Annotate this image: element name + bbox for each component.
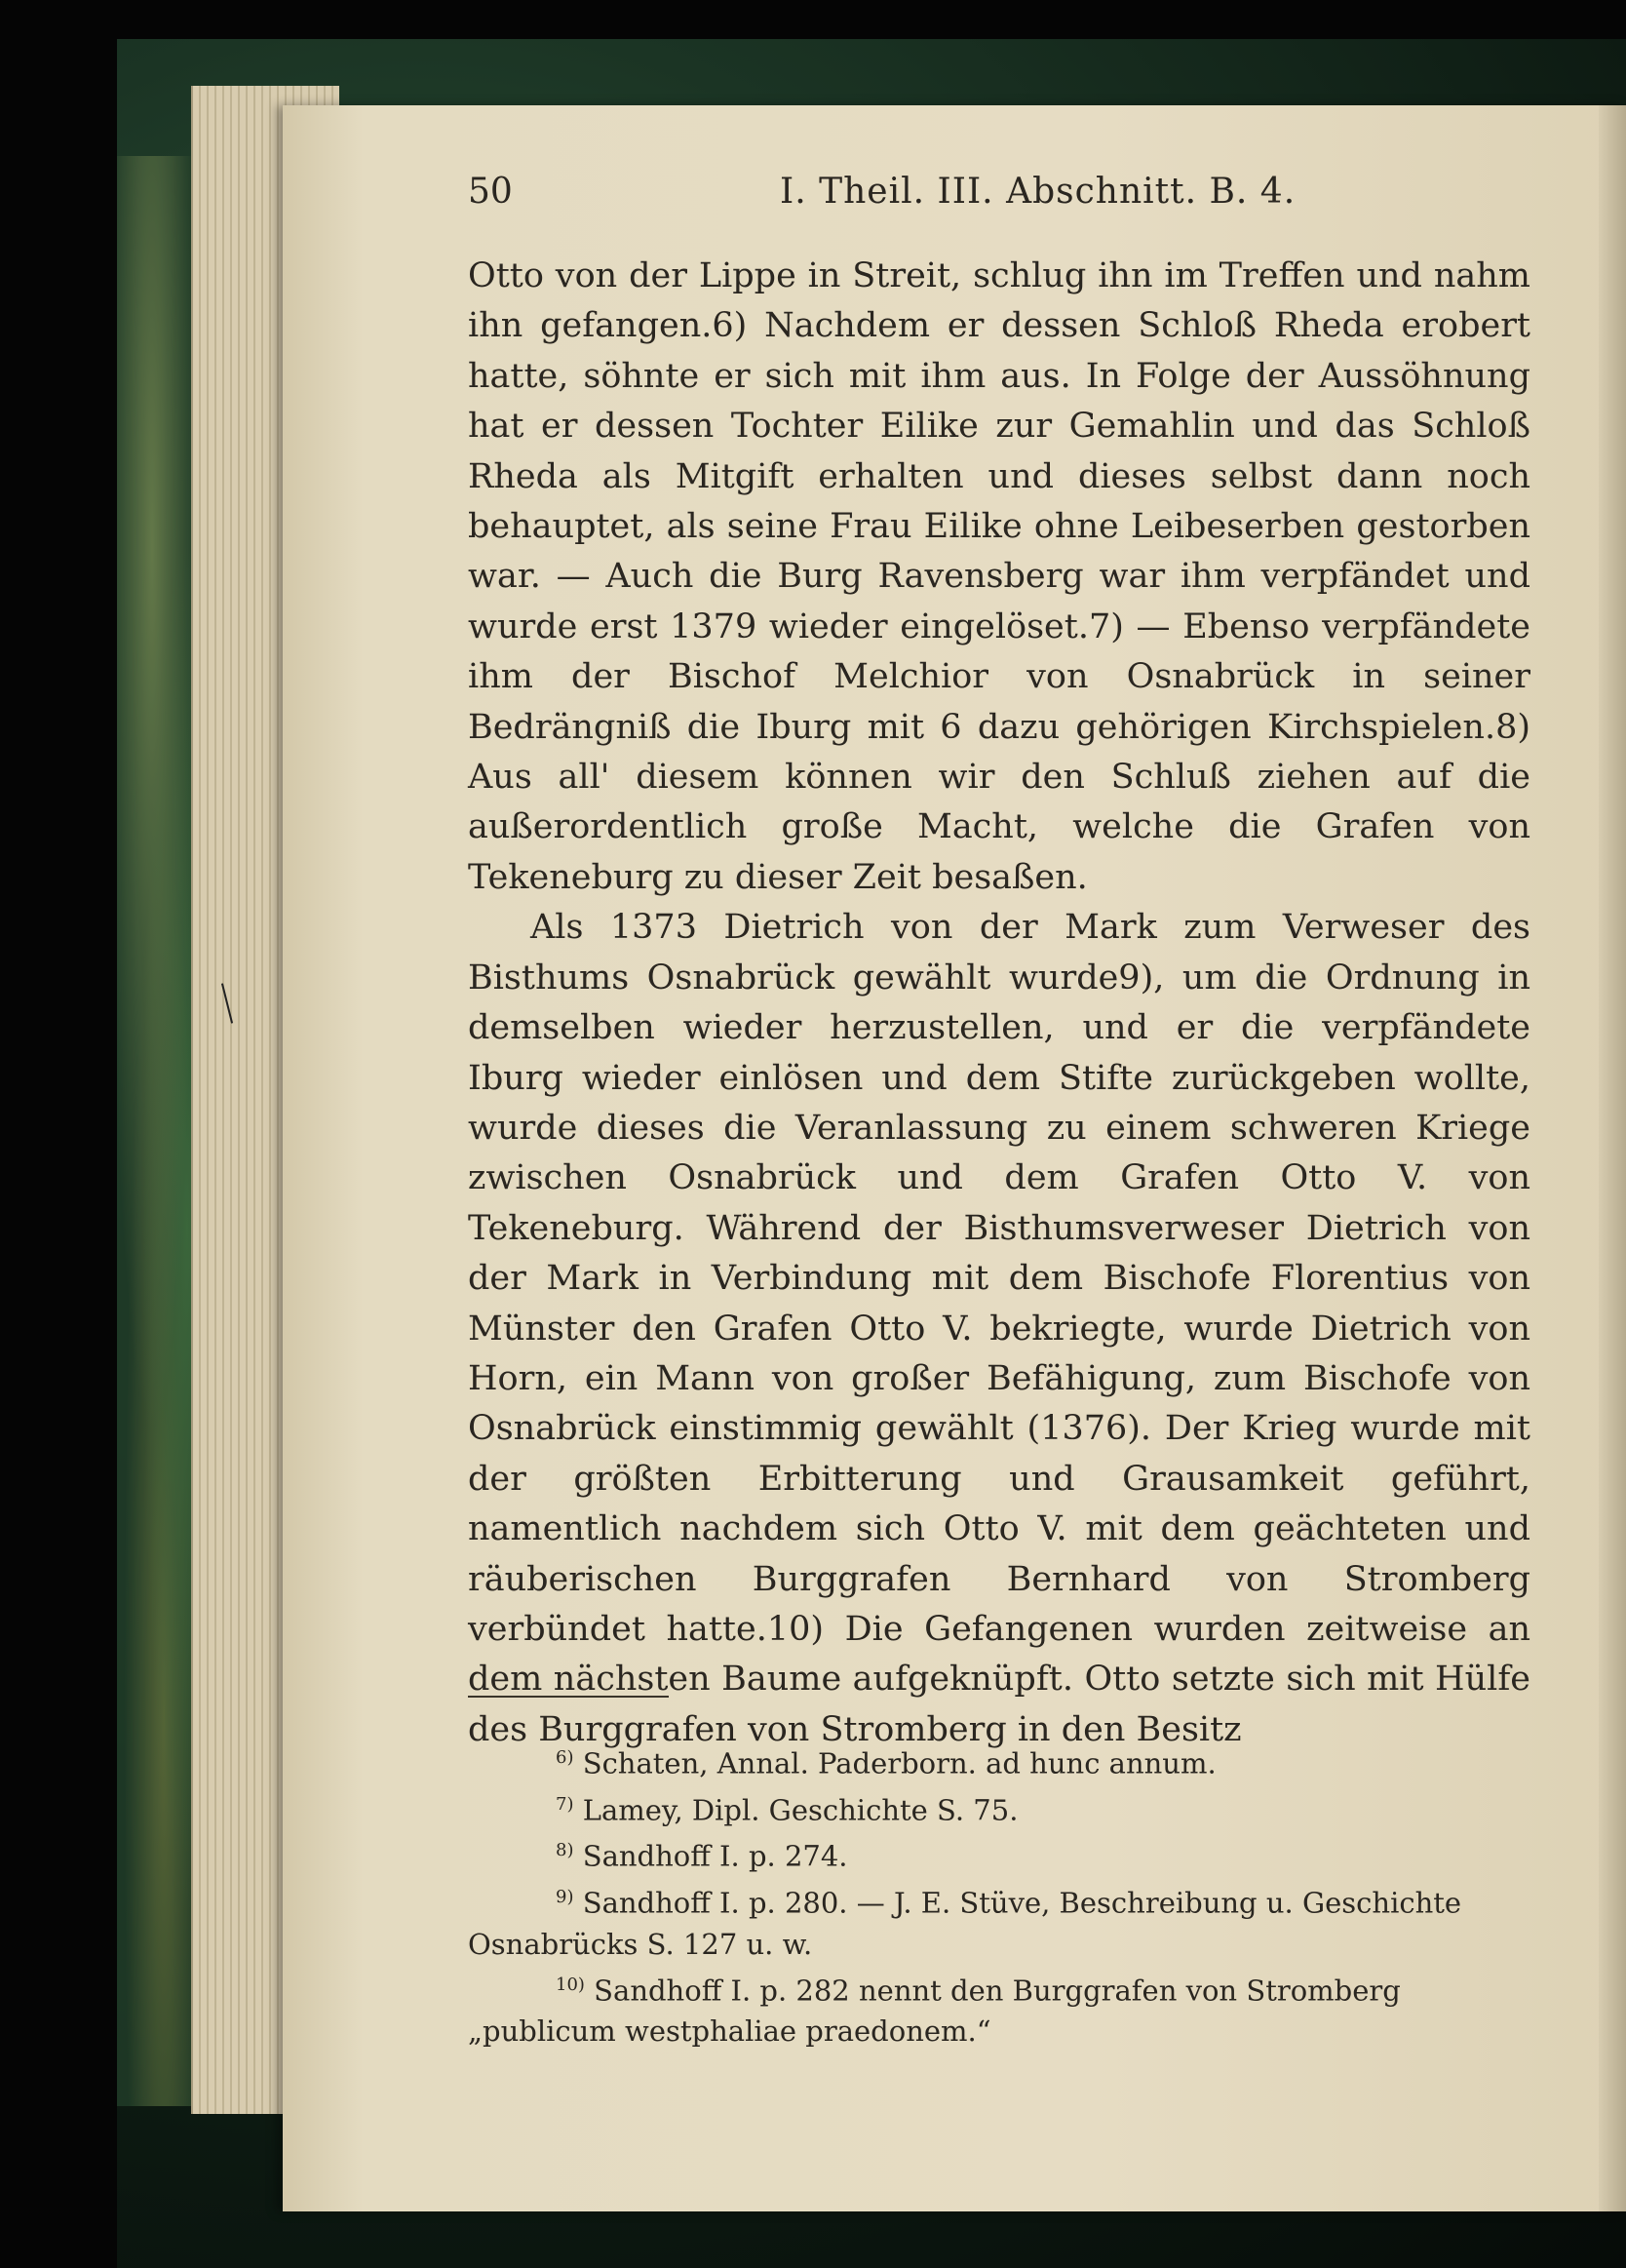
page-number: 50 xyxy=(468,172,513,212)
paragraph-2: Als 1373 Dietrich von der Mark zum Verweser des Bisthums Osnabrück gewählt wurde9), um die Ordnung in demselben wieder herzustellen, und er die verpfändete Iburg wieder einlösen und dem Stifte zurückgeben wollte, wurde dieses die Veranlassung zu einem schweren Kriege zwischen Osnabrück und dem Grafen Otto V. von Tekeneburg. Während der Bisthumsverweser Dietrich von der Mark in Verbindung mit dem Bischofe Florentius von Münster den Grafen Otto V. bekriegte, wurde Dietrich von Horn, ein Mann von großer Befähigung, zum Bischofe von Osnabrück einstimmig gewählt (1376). Der Krieg wurde mit der größten Erbitterung und Grausamkeit geführt, namentlich nachdem sich Otto V. mit dem geächteten und räuberischen Burggrafen Bernhard von Stromberg verbündet hatte.10) Die Gefangenen wurden zeitweise an dem nächsten Baume aufgeknüpft. Otto setzte sich mit Hülfe des Burggrafen von Stromberg in den Besitz xyxy=(468,908,1530,1749)
running-header xyxy=(468,172,1530,220)
paragraph-1: Otto von der Lippe in Streit, schlug ihn im Treffen und nahm ihn gefangen.6) Nachdem er dessen Schloß Rheda erobert hatte, söhnte er sich mit ihm aus. In Folge der Aussöhnung hat er dessen Tochter Eilike zur Gemahlin und das Schloß Rheda als Mitgift erhalten und dieses selbst dann noch behauptet, als seine Frau Eilike ohne Leibeserben gestorben war. — Auch die Burg Ravensberg war ihm verpfändet und wurde erst 1379 wieder eingelöset.7) — Ebenso verpfändete ihm der Bischof Melchior von Osnabrück in seiner Bedrängniß die Iburg mit 6 dazu gehörigen Kirchspielen.8) Aus all' diesem können wir den Schluß ziehen auf die außerordentlich große Macht, welche die Grafen von Tekeneburg zu dieser Zeit besaßen. xyxy=(468,256,1530,897)
footnote-text: Sandhoff I. p. 280. — J. E. Stüve, Beschreibung u. Geschichte Osnabrücks S. 127 u. w. xyxy=(468,1886,1462,1961)
footnote-mark: 6) xyxy=(556,1747,574,1768)
footnote-9 xyxy=(468,1877,1530,1965)
footnote-7 xyxy=(468,1784,1530,1831)
footnote-mark: 7) xyxy=(556,1793,574,1815)
footnote-6 xyxy=(468,1738,1530,1784)
footnote-8 xyxy=(468,1830,1530,1877)
page-gutter xyxy=(1599,105,1626,2211)
footnote-text: Lamey, Dipl. Geschichte S. 75. xyxy=(582,1793,1019,1827)
footnote-mark: 8) xyxy=(556,1840,574,1861)
footnote-10 xyxy=(468,1965,1530,2053)
footnote-text: Schaten, Annal. Paderborn. ad hunc annum. xyxy=(582,1746,1217,1780)
main-text xyxy=(468,252,1530,1755)
footnote-mark: 9) xyxy=(556,1886,574,1907)
footnote-text: Sandhoff I. p. 282 nennt den Burggrafen von Stromberg „publicum westphaliae praedonem.“ xyxy=(468,1974,1401,2049)
footnotes xyxy=(468,1738,1530,2052)
footnote-rule xyxy=(468,1696,669,1698)
running-title: I. Theil. III. Abschnitt. B. 4. xyxy=(780,172,1297,212)
footnote-mark: 10) xyxy=(556,1974,585,1995)
footnote-text: Sandhoff I. p. 274. xyxy=(582,1839,848,1873)
